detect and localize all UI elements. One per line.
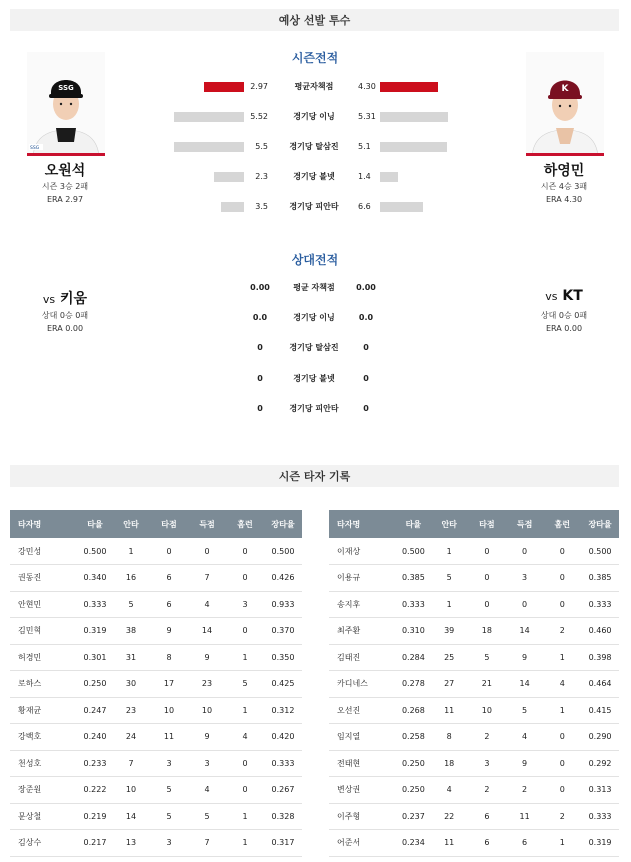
batter-stat-cell: 0.240 [78,724,112,751]
batter-stat-cell: 3 [226,591,264,618]
right-cap-logo: K [561,84,569,94]
right-pitcher-name: 하영민 [543,163,585,179]
batter-stat-cell: 0.234 [396,830,430,857]
batter-name: 어준서 [329,830,396,857]
table-header-cell: 타자명 [10,510,78,538]
batter-stat-cell: 5 [188,803,226,830]
batter-name: 최주환 [329,618,396,645]
stat-label: 경기당 볼넷 [293,172,335,181]
batter-stat-cell: 0 [543,724,581,751]
left-batter-row [10,830,302,857]
batter-stat-cell: 9 [506,750,544,777]
batter-name: 강민성 [10,538,78,565]
batter-name: 이재상 [329,538,396,565]
batter-stat-cell: 0 [543,750,581,777]
right-stat-value: 1.4 [358,172,371,181]
table-header-cell: 안타 [430,510,468,538]
section-header-starting-pitchers [10,9,619,31]
left-batter-row [10,565,302,592]
batter-name: 송지후 [329,591,396,618]
batter-stat-cell: 24 [112,724,150,751]
batter-stat-cell: 0.319 [581,830,619,857]
left-batter-row [10,591,302,618]
stat-label: 평균자책점 [294,82,334,91]
h2h-stat-row [0,402,631,416]
table-header-cell: 장타율 [581,510,619,538]
h2h-stat-row [0,281,631,295]
batter-stat-cell: 10 [112,777,150,804]
batter-stat-cell: 6 [506,830,544,857]
batter-stat-cell: 4 [226,724,264,751]
batter-stat-cell: 0.250 [78,671,112,698]
right-stat-value: 6.6 [358,202,371,211]
batter-stat-cell: 2 [506,777,544,804]
left-vs-prefix: vs [42,293,56,306]
batter-stat-cell: 0.233 [78,750,112,777]
right-batter-row [329,591,619,618]
batter-stat-cell: 11 [430,830,468,857]
batter-name: 오선진 [329,697,396,724]
batter-stat-cell: 2 [468,724,506,751]
batter-section-title: 시즌 타자 기록 [278,470,351,483]
batter-stat-cell: 0.247 [78,697,112,724]
batter-name: 권동진 [10,565,78,592]
batter-stat-cell: 6 [468,803,506,830]
batter-name: 장준원 [10,777,78,804]
batter-stat-cell: 9 [188,724,226,751]
batter-stat-cell: 14 [506,671,544,698]
left-stat-value: 5.5 [255,142,268,151]
batter-stat-cell: 5 [150,777,188,804]
left-pitcher-era: ERA 2.97 [46,195,84,204]
table-header-cell: 홈런 [543,510,581,538]
left-vs-record: 상대 0승 0패 [41,311,89,320]
table-header-cell: 타율 [396,510,430,538]
batter-stat-cell: 0 [543,538,581,565]
batter-stat-cell: 9 [506,644,544,671]
table-header-cell: 타자명 [329,510,396,538]
right-stat-bar [380,82,438,92]
batter-stat-cell: 25 [430,644,468,671]
batter-stat-cell: 0.317 [264,830,302,857]
batter-stat-cell: 16 [112,565,150,592]
batter-stat-cell: 9 [188,644,226,671]
h2h-stat-label: 경기당 이닝 [293,313,335,322]
right-pitcher-record: 시즌 4승 3패 [540,182,588,191]
batter-stat-cell: 0.258 [396,724,430,751]
batter-stat-cell: 0.500 [264,538,302,565]
h2h-stat-row [0,372,631,386]
season-stat-row [0,140,631,154]
batter-stat-cell: 2 [543,803,581,830]
batter-stat-cell: 1 [543,644,581,671]
left-batter-row [10,777,302,804]
batter-name: 이주형 [329,803,396,830]
h2h-stat-row [0,341,631,355]
batter-stat-cell: 22 [430,803,468,830]
batter-stat-cell: 8 [430,724,468,751]
left-batter-row [10,803,302,830]
batter-stat-cell: 3 [150,750,188,777]
left-batter-row [10,618,302,645]
batter-stat-cell: 1 [430,538,468,565]
batter-name: 전태현 [329,750,396,777]
batter-stat-cell: 0.328 [264,803,302,830]
batter-stat-cell: 0.420 [264,724,302,751]
batter-stat-cell: 0.426 [264,565,302,592]
batter-stat-cell: 23 [112,697,150,724]
h2h-stat-label: 경기당 탈삼진 [289,343,339,352]
right-batter-row [329,803,619,830]
right-batter-row [329,618,619,645]
table-header-cell: 홈런 [226,510,264,538]
right-batter-table [329,510,619,857]
batter-stat-cell: 11 [506,803,544,830]
section-header-batters [10,465,619,487]
left-batter-table [10,510,302,857]
batter-stat-cell: 0.370 [264,618,302,645]
season-record-title: 시즌전적 [291,51,339,65]
left-stat-value: 5.52 [250,112,268,121]
left-pitcher-record: 시즌 3승 2패 [41,182,89,191]
batter-name: 이용규 [329,565,396,592]
batter-stat-cell: 17 [150,671,188,698]
batter-stat-cell: 5 [150,803,188,830]
batter-stat-cell: 13 [112,830,150,857]
batter-stat-cell: 0 [543,777,581,804]
batter-stat-cell: 0.250 [396,750,430,777]
left-batter-row [10,724,302,751]
table-header-cell: 득점 [188,510,226,538]
batter-name: 변상권 [329,777,396,804]
season-stat-row [0,110,631,124]
batter-stat-cell: 0.460 [581,618,619,645]
left-jersey-logo: SSG [30,146,40,151]
stat-label: 경기당 탈삼진 [289,142,339,151]
batter-stat-cell: 0.340 [78,565,112,592]
batter-stat-cell: 1 [543,697,581,724]
batter-stat-cell: 23 [188,671,226,698]
batter-stat-cell: 3 [468,750,506,777]
left-stat-value: 3.5 [255,202,268,211]
batter-stat-cell: 2 [468,777,506,804]
batter-stat-cell: 4 [188,591,226,618]
batter-name: 로하스 [10,671,78,698]
batter-stat-cell: 4 [506,724,544,751]
left-batter-row [10,671,302,698]
batter-name: 황재균 [10,697,78,724]
left-h2h-value: 0 [257,374,263,383]
right-vs-team-name: KT [562,288,583,304]
batter-stat-cell: 0.500 [581,538,619,565]
right-h2h-value: 0 [363,374,369,383]
left-h2h-value: 0 [257,343,263,352]
batter-stat-cell: 2 [543,618,581,645]
right-stat-value: 5.31 [358,112,376,121]
left-h2h-value: 0.00 [250,283,270,292]
batter-stat-cell: 31 [112,644,150,671]
table-header-cell: 타점 [150,510,188,538]
right-stat-bar [380,172,398,182]
right-stat-bar [380,202,423,212]
batter-stat-cell: 4 [188,777,226,804]
batter-name: 천성호 [10,750,78,777]
right-stat-bar [380,112,448,122]
batter-stat-cell: 4 [543,671,581,698]
batter-stat-cell: 1 [430,591,468,618]
batter-stat-cell: 0.292 [581,750,619,777]
batter-stat-cell: 0.278 [396,671,430,698]
batter-stat-cell: 0 [468,538,506,565]
batter-stat-cell: 0.333 [396,591,430,618]
batter-stat-cell: 0.333 [78,591,112,618]
batter-stat-cell: 3 [150,830,188,857]
table-header-cell: 안타 [112,510,150,538]
right-batter-row [329,750,619,777]
season-stat-row [0,200,631,214]
batter-stat-cell: 10 [150,697,188,724]
batter-stat-cell: 0.350 [264,644,302,671]
batter-stat-cell: 5 [112,591,150,618]
left-stat-value: 2.3 [255,172,268,181]
left-batter-row [10,538,302,565]
batter-stat-cell: 7 [188,565,226,592]
batter-stat-cell: 0.267 [264,777,302,804]
batter-stat-cell: 21 [468,671,506,698]
batter-stat-cell: 0.301 [78,644,112,671]
batter-stat-cell: 0.319 [78,618,112,645]
right-batter-row [329,671,619,698]
batter-name: 김태진 [329,644,396,671]
batter-stat-cell: 10 [188,697,226,724]
batter-stat-cell: 0 [506,591,544,618]
batter-stat-cell: 0.219 [78,803,112,830]
batter-stat-cell: 4 [430,777,468,804]
batter-stat-cell: 0.500 [78,538,112,565]
batter-stat-cell: 0 [226,538,264,565]
batter-stat-cell: 0.284 [396,644,430,671]
table-header-cell: 타점 [468,510,506,538]
batter-stat-cell: 6 [150,565,188,592]
head-to-head-title: 상대전적 [291,253,339,267]
batter-stat-cell: 5 [430,565,468,592]
batter-stat-cell: 5 [468,644,506,671]
batter-stat-cell: 1 [226,830,264,857]
stat-label: 경기당 피안타 [289,202,339,211]
batter-stat-cell: 9 [150,618,188,645]
batter-stat-cell: 14 [188,618,226,645]
h2h-stat-label: 평균 자책점 [293,283,335,292]
batter-stat-cell: 14 [506,618,544,645]
right-stat-value: 4.30 [358,82,376,91]
batter-stat-cell: 11 [430,697,468,724]
batter-stat-cell: 0 [506,538,544,565]
right-batter-row [329,697,619,724]
batter-stat-cell: 0.310 [396,618,430,645]
batter-stat-cell: 0.333 [264,750,302,777]
right-stat-bar [380,142,447,152]
table-header-cell: 장타율 [264,510,302,538]
batter-stat-cell: 0.500 [396,538,430,565]
right-h2h-value: 0 [363,343,369,352]
batter-stat-cell: 0.398 [581,644,619,671]
batter-stat-cell: 6 [150,591,188,618]
batter-stat-cell: 1 [112,538,150,565]
batter-name: 강백호 [10,724,78,751]
left-vs-era: ERA 0.00 [46,324,84,333]
batter-name: 김민혁 [10,618,78,645]
batter-stat-cell: 0.217 [78,830,112,857]
batter-stat-cell: 0.237 [396,803,430,830]
left-batter-row [10,697,302,724]
season-stat-row [0,170,631,184]
batter-name: 임지열 [329,724,396,751]
batter-stat-cell: 0.415 [581,697,619,724]
batter-stat-cell: 0 [543,565,581,592]
right-vs-prefix: vs [545,290,558,303]
left-batter-row [10,750,302,777]
left-vs-team-name: 키움 [60,291,88,307]
right-batter-row [329,644,619,671]
batter-stat-cell: 0 [226,618,264,645]
left-cap-logo: SSG [58,84,74,92]
right-batter-row [329,565,619,592]
h2h-stat-label: 경기당 피안타 [289,404,339,413]
left-h2h-value: 0 [257,404,263,413]
right-batter-row [329,538,619,565]
batter-stat-cell: 30 [112,671,150,698]
right-h2h-value: 0.0 [358,313,374,322]
batter-stat-cell: 1 [226,644,264,671]
batter-stat-cell: 3 [188,750,226,777]
batter-stat-cell: 3 [506,565,544,592]
batter-stat-cell: 0.312 [264,697,302,724]
batter-stat-cell: 0.333 [581,803,619,830]
batter-stat-cell: 0 [188,538,226,565]
table-header-cell: 타율 [78,510,112,538]
right-batter-row [329,777,619,804]
batter-stat-cell: 0.313 [581,777,619,804]
left-pitcher-name: 오원석 [44,163,86,179]
batter-stat-cell: 1 [543,830,581,857]
batter-stat-cell: 0.290 [581,724,619,751]
header-title: 예상 선발 투수 [278,14,351,27]
batter-stat-cell: 0 [543,591,581,618]
right-vs-record: 상대 0승 0패 [540,311,588,320]
batter-stat-cell: 0 [150,538,188,565]
batter-stat-cell: 38 [112,618,150,645]
batter-stat-cell: 0.250 [396,777,430,804]
batter-stat-cell: 1 [226,803,264,830]
table-header-cell: 득점 [506,510,544,538]
batter-stat-cell: 0 [226,777,264,804]
batter-stat-cell: 0.385 [396,565,430,592]
batter-stat-cell: 27 [430,671,468,698]
batter-name: 문상철 [10,803,78,830]
right-pitcher-era: ERA 4.30 [545,195,583,204]
batter-stat-cell: 39 [430,618,468,645]
h2h-stat-row [0,311,631,325]
h2h-stat-label: 경기당 볼넷 [293,374,335,383]
right-batter-row [329,724,619,751]
batter-stat-cell: 0.933 [264,591,302,618]
right-h2h-value: 0 [363,404,369,413]
batter-stat-cell: 5 [506,697,544,724]
batter-stat-cell: 18 [468,618,506,645]
batter-stat-cell: 18 [430,750,468,777]
left-batter-row [10,644,302,671]
season-stat-row [0,80,631,94]
right-batter-row [329,830,619,857]
right-vs-era: ERA 0.00 [545,324,583,333]
batter-stat-cell: 1 [226,697,264,724]
batter-stat-cell: 0.464 [581,671,619,698]
batter-name: 허경민 [10,644,78,671]
batter-name: 카디네스 [329,671,396,698]
batter-stat-cell: 8 [150,644,188,671]
batter-stat-cell: 5 [226,671,264,698]
batter-name: 안현민 [10,591,78,618]
batter-stat-cell: 0.222 [78,777,112,804]
stat-label: 경기당 이닝 [293,112,335,121]
batter-stat-cell: 0 [226,750,264,777]
batter-stat-cell: 0 [468,591,506,618]
batter-stat-cell: 0 [468,565,506,592]
batter-stat-cell: 6 [468,830,506,857]
right-stat-value: 5.1 [358,142,371,151]
batter-stat-cell: 10 [468,697,506,724]
batter-stat-cell: 11 [150,724,188,751]
batter-stat-cell: 7 [188,830,226,857]
batter-stat-cell: 0.425 [264,671,302,698]
batter-stat-cell: 7 [112,750,150,777]
batter-stat-cell: 0 [226,565,264,592]
batter-stat-cell: 14 [112,803,150,830]
batter-name: 김상수 [10,830,78,857]
batter-stat-cell: 0.385 [581,565,619,592]
batter-stat-cell: 0.333 [581,591,619,618]
left-h2h-value: 0.0 [252,313,268,322]
left-stat-value: 2.97 [250,82,268,91]
right-h2h-value: 0.00 [356,283,376,292]
batter-stat-cell: 0.268 [396,697,430,724]
